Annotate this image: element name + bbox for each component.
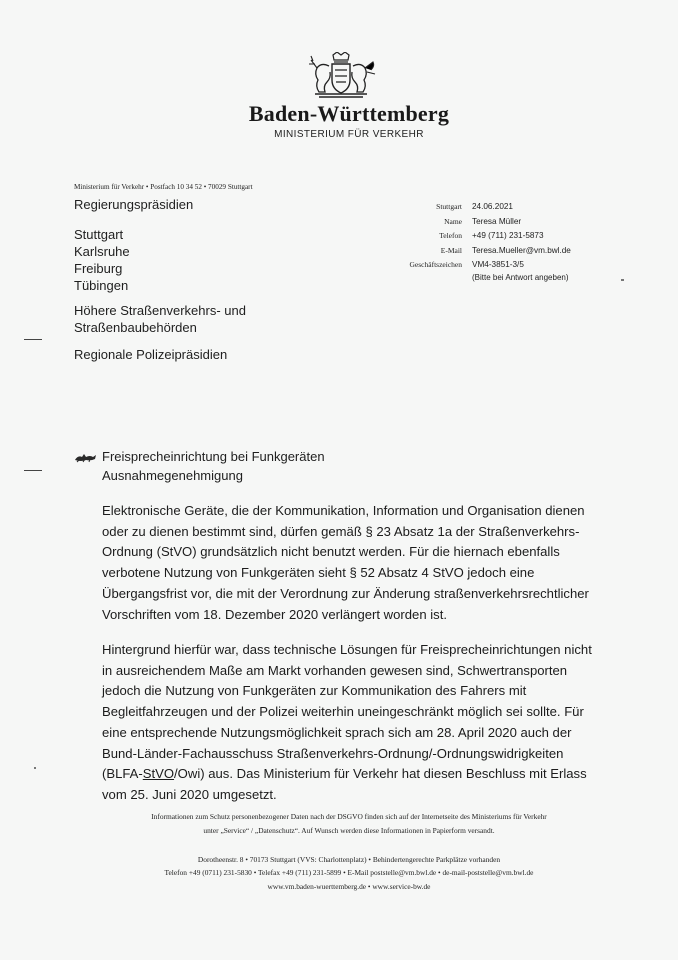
recipient-line: Straßenbaubehörden — [74, 320, 197, 335]
paragraph-line — [102, 764, 602, 785]
paragraph-line: in ausreichendem Maße am Markt vorhanden gewesen sind, Schwertransporten — [102, 662, 568, 678]
paragraph-line: Begleitfahrzeugen und der Polizei weiterhin uneingeschränkt möglich sei sollte. Für — [102, 704, 584, 720]
paragraph-line: vom 25. Juni 2020 umgesetzt. — [102, 786, 277, 802]
info-label: Geschäftszeichen — [409, 260, 462, 269]
recipient-city: Karlsruhe — [74, 244, 130, 259]
paragraph-line: Elektronische Geräte, die der Kommunikation, Information und Organisation dienen — [102, 503, 585, 518]
address-line: Dorotheenstr. 8 • 70173 Stuttgart (VVS: Charlottenplatz) • Behindertengerechte Parkplätze vorhanden — [197, 855, 501, 864]
underlined-term: StVO — [142, 766, 175, 782]
address-line: Telefon +49 (0711) 231-5830 • Telefax +49 (711) 231-5899 • E-Mail poststelle@vm.bwl.de • de-mail-poststelle@vm.bwl.de — [164, 868, 534, 878]
paragraph-line: Vorschriften vom 18. Dezember 2020 verlängert worden ist. — [102, 606, 447, 622]
paragraph-line: Bund-Länder-Fachausschuss Straßenverkehrs-Ordnung/-Ordnungswidrigkeiten — [102, 745, 564, 761]
paragraph-line: Übergangsfrist vor, die mit der Verordnung zur Änderung straßenverkehrsrechtlicher — [102, 585, 589, 601]
paragraph-line: verbotene Nutzung von Funkgeräten sieht § 52 Absatz 4 StVO jedoch eine — [102, 565, 535, 581]
footer-address — [0, 853, 678, 893]
info-label: Telefon — [439, 231, 462, 240]
body-paragraph-1 — [102, 501, 602, 625]
paragraph-line: oder zu dienen bestimmt sind, dürfen gemäß § 23 Absatz 1a der Straßenverkehrs- — [102, 523, 580, 539]
info-value: Teresa Müller — [472, 216, 522, 226]
letterhead-ministry: MINISTERIUM FÜR VERKEHR — [274, 129, 424, 140]
info-note: (Bitte bei Antwort angeben) — [472, 273, 569, 282]
scan-speck — [621, 279, 624, 281]
recipient-authorities — [74, 302, 246, 336]
paragraph-fragment: (BLFA- — [102, 766, 143, 782]
recipient-line: Regionale Polizeipräsidien — [74, 347, 228, 362]
paragraph-fragment: /Owi) aus. Das Ministerium für Verkehr hat diesen Beschluss mit Erlass — [174, 766, 587, 782]
body-paragraph-2 — [102, 640, 602, 806]
fold-mark — [24, 470, 42, 471]
recipient-police — [74, 346, 227, 363]
paragraph-line: Ordnung (StVO) grundsätzlich nicht benutzt werden. Für die hiernach ebenfalls — [102, 544, 560, 560]
recipient-city: Tübingen — [74, 278, 129, 293]
subject-line: Ausnahmegenehmigung — [102, 467, 243, 483]
address-line: www.vm.baden-wuerttemberg.de • www.service-bw.de — [267, 881, 431, 891]
info-value: Teresa.Mueller@vm.bwl.de — [472, 245, 571, 255]
recipient-cities — [74, 226, 130, 294]
paragraph-line: eine entsprechende Nutzungsmöglichkeit sprach sich am 28. April 2020 auch der — [102, 724, 572, 740]
paragraph-line: jedoch die Nutzung von Funkgeräten zur Kommunikation des Fahrers mit — [102, 683, 527, 699]
info-label: E-Mail — [440, 245, 462, 255]
recipient-city: Freiburg — [74, 261, 123, 276]
lion-emblem-icon — [74, 451, 98, 463]
recipient-block-1 — [74, 196, 193, 213]
info-value: VM4-3851-3/5 — [472, 260, 524, 269]
recipient-city: Stuttgart — [74, 227, 124, 242]
scan-speck — [34, 767, 36, 769]
privacy-line: Informationen zum Schutz personenbezogener Daten nach der DSGVO finden sich auf der Internetseite des Ministeriums für Verkehr — [151, 812, 547, 821]
info-value: +49 (711) 231-5873 — [472, 231, 544, 240]
letterhead-state: Baden-Württemberg — [248, 101, 450, 126]
coat-of-arms-icon — [301, 52, 381, 100]
recipient-line: Regierungspräsidien — [74, 197, 194, 212]
privacy-notice — [0, 810, 678, 838]
sender-line: Ministerium für Verkehr • Postfach 10 34 52 • 70029 Stuttgart — [74, 183, 253, 191]
info-label: Name — [444, 216, 462, 226]
privacy-line: unter „Service“ / „Datenschutz“. Auf Wunsch werden diese Informationen in Papierform versandt. — [203, 826, 495, 835]
recipient-line: Höhere Straßenverkehrs- und — [74, 303, 246, 318]
subject-line: Freisprecheinrichtung bei Funkgeräten — [102, 449, 325, 464]
paragraph-line: Hintergrund hierfür war, dass technische Lösungen für Freisprecheinrichtungen nicht — [102, 642, 592, 657]
info-value: 24.06.2021 — [472, 202, 513, 211]
subject — [102, 448, 325, 485]
fold-mark — [24, 339, 42, 340]
info-label: Stuttgart — [436, 202, 462, 211]
